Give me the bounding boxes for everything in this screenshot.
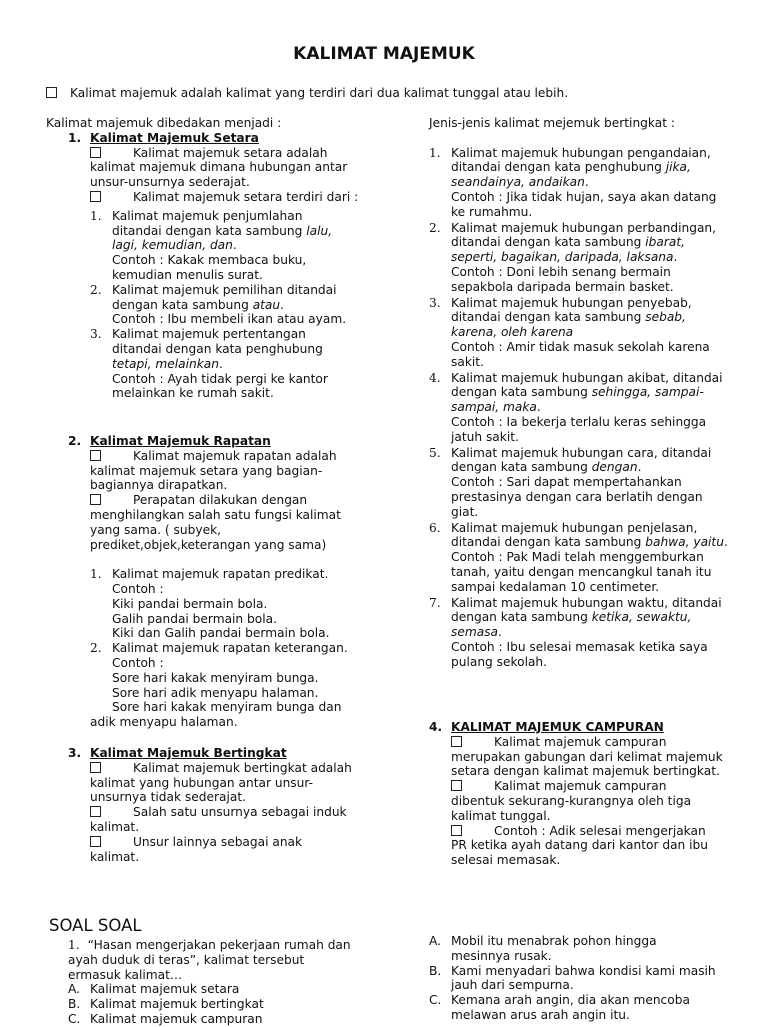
option-item[interactable]: C. Kemana arah angin, dia akan mencoba melawan arus arah angin itu. (429, 993, 690, 1022)
section-heading: KALIMAT MAJEMUK CAMPURAN (451, 720, 664, 734)
list-item: 2. Kalimat majemuk hubungan perbandingan, ditandai dengan kata sambung ibarat, seperti, bagaikan, daripada, laksana. Contoh : Doni lebih senang bermain sepakbola daripada bermain basket. (429, 220, 717, 294)
list-item: 1. Kalimat majemuk hubungan pengandaian, ditandai dengan kata penghubung jika, seandainya, andaikan. Contoh : Jika tidak hujan, saya akan datang ke rumahmu. (429, 145, 717, 219)
setara-bullet: Kalimat majemuk setara adalah kalimat majemuk dimana hubungan antar unsur-unsurnya sederajat. (90, 145, 348, 190)
right-column (429, 116, 729, 669)
list-item: 2. Kalimat majemuk pemilihan ditandai dengan kata sambung atau. Contoh : Ibu membeli ikan atau ayam. (90, 282, 347, 327)
section-number: 1. (68, 130, 82, 145)
section-bertingkat (68, 746, 368, 864)
soal-heading: SOAL SOAL (49, 916, 142, 935)
setara-bullet: Kalimat majemuk setara terdiri dari : (90, 190, 366, 205)
section-number: 2. (68, 434, 82, 448)
list-item: 1. Kalimat majemuk penjumlahan ditandai dengan kata sambung lalu, lagi, kemudian, dan. Contoh : Kakak membaca buku, kemudian menulis surat. (90, 208, 333, 282)
bertingkat-bullet: Salah satu unsurnya sebagai induk kalimat. (90, 805, 347, 834)
checkbox-icon (46, 87, 57, 98)
bertingkat-bullet: Unsur lainnya sebagai anak kalimat. (90, 834, 303, 864)
checkbox-icon (90, 450, 101, 461)
list-item: 3. Kalimat majemuk pertentangan ditandai dengan kata penghubung tetapi, melainkan. Contoh : Ayah tidak pergi ke kantor melainkan ke rumah sakit. (90, 327, 328, 401)
section-heading: Kalimat Majemuk Setara (90, 130, 259, 145)
option-item[interactable]: B. Kalimat majemuk bertingkat (68, 997, 264, 1012)
campuran-bullet: Contoh : Adik selesai mengerjakan PR ketika ayah datang dari kantor dan ibu selesai memasak. (451, 823, 708, 868)
question-text: “Hasan mengerjakan pekerjaan rumah dan ayah duduk di teras”, kalimat tersebut ermasuk kalimat… (68, 938, 351, 982)
option-item[interactable]: A. Mobil itu menabrak pohon hingga mesinnya rusak. (429, 934, 657, 963)
checkbox-icon (90, 806, 101, 817)
checkbox-icon (451, 736, 462, 747)
list-item: 2. Kalimat majemuk rapatan keterangan. Contoh : Sore hari kakak menyiram bunga. Sore hari adik menyapu halaman. Sore hari kakak menyiram bunga dan (90, 641, 348, 715)
bertingkat-bullet: Kalimat majemuk bertingkat adalah kalimat yang hubungan antar unsur-unsurnya tidak sederajat. (90, 760, 352, 805)
right-intro: Jenis-jenis kalimat mejemuk bertingkat : (429, 116, 675, 130)
section-heading: Kalimat Majemuk Rapatan (90, 434, 271, 448)
list-item: 5. Kalimat majemuk hubungan cara, ditandai dengan kata sambung dengan. Contoh : Sari dapat mempertahankan prestasinya dengan cara berlatih dengan giat. (429, 445, 712, 519)
section-setara (68, 131, 366, 146)
checkbox-icon (90, 836, 101, 847)
checkbox-icon (451, 825, 462, 836)
list-item: 3. Kalimat majemuk hubungan penyebab, ditandai dengan kata sambung sebab, karena, oleh karena Contoh : Amir tidak masuk sekolah karena sakit. (429, 295, 710, 369)
list-item: 7. Kalimat majemuk hubungan waktu, ditandai dengan kata sambung ketika, sewaktu, semasa. Contoh : Ibu selesai memasak ketika saya pulang sekolah. (429, 595, 722, 669)
rapatan-bullet: Perapatan dilakukan dengan menghilangkan salah satu fungsi kalimat yang sama. ( subyek, prediket,objek,keterangan yang sama) (90, 493, 341, 552)
checkbox-icon (90, 147, 101, 158)
definition-text: Kalimat majemuk adalah kalimat yang terdiri dari dua kalimat tunggal atau lebih. (70, 86, 569, 100)
option-item[interactable]: C. Kalimat majemuk campuran (68, 1011, 263, 1026)
question-1: 1. “Hasan mengerjakan pekerjaan rumah dan ayah duduk di teras”, kalimat tersebut ermasuk kalimat… A. Kalimat majemuk setara B. Kalimat majemuk bertingkat C. Kalimat majemuk campuran (68, 938, 353, 1027)
checkbox-icon (90, 494, 101, 505)
page-title: KALIMAT MAJEMUK (293, 44, 475, 64)
definition (46, 86, 568, 101)
list-item: 1. Kalimat majemuk rapatan predikat. Contoh : Kiki pandai bermain bola. Galih pandai bermain bola. Kiki dan Galih pandai bermain bola. (90, 567, 330, 641)
left-intro: Kalimat majemuk dibedakan menjadi : (46, 116, 282, 130)
checkbox-icon (90, 762, 101, 773)
list-item: 6. Kalimat majemuk hubungan penjelasan, ditandai dengan kata sambung bahwa, yaitu. Contoh : Pak Madi telah menggemburkan tanah, yaitu dengan mencangkul tanah itu sampai kedalaman 10 centimeter. (429, 520, 728, 594)
option-item[interactable]: A. Kalimat majemuk setara (68, 982, 240, 997)
campuran-bullet: Kalimat majemuk campuran dibentuk sekurang-kurangnya oleh tiga kalimat tunggal. (451, 779, 692, 823)
list-item: 4. Kalimat majemuk hubungan akibat, ditandai dengan kata sambung sehingga, sampai-sampai, maka. Contoh : Ia bekerja terlalu keras sehingga jatuh sakit. (429, 370, 723, 444)
checkbox-icon (451, 780, 462, 791)
section-number: 3. (68, 746, 82, 760)
rapatan-bullet: Kalimat majemuk rapatan adalah kalimat majemuk setara yang bagian-bagiannya dirapatkan. (90, 448, 337, 493)
section-campuran (429, 720, 729, 868)
setara-list (90, 209, 366, 401)
question-2-options (429, 934, 719, 1023)
rapatan-list: 1. Kalimat majemuk rapatan predikat. Contoh : Kiki pandai bermain bola. Galih pandai bermain bola. Kiki dan Galih pandai bermain bola. 2. Kalimat majemuk rapatan keterangan. Contoh : Sore hari kakak menyiram bunga. Sore hari adik menyapu halaman. Sore hari kakak menyiram bunga dan adik menyapu halaman. (90, 567, 368, 730)
option-item[interactable]: B. Kami menyadari bahwa kondisi kami masih jauh dari sempurna. (429, 963, 716, 993)
section-number: 4. (429, 720, 443, 734)
left-column (46, 116, 366, 401)
section-heading: Kalimat Majemuk Bertingkat (90, 746, 287, 760)
checkbox-icon (90, 191, 101, 202)
campuran-bullet: Kalimat majemuk campuran merupakan gabungan dari kelimat majemuk setara dengan kalimat majemuk bertingkat. (451, 734, 723, 779)
section-rapatan (68, 434, 368, 730)
